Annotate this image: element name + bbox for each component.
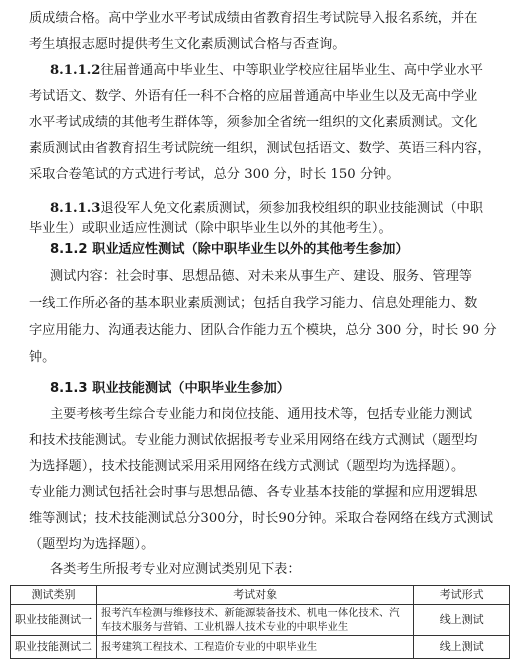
section-8-1-1-2-line: 8.1.1.2往届普通高中毕业生、中等职业学校应往届毕业生、高中学业水平 bbox=[50, 63, 483, 78]
table-header-cell: 考试形式 bbox=[414, 586, 510, 605]
section-8-1-3-line: 维等测试；技术技能测试总分300分，时长90分钟。采取合卷网络在线方式测试 bbox=[29, 511, 493, 526]
section-8-1-3-line: 和技术技能测试。专业能力测试依据报考专业采用网络在线方式测试（题型均 bbox=[29, 433, 478, 448]
section-8-1-1-2-line: 考试语文、数学、外语有任一科不合格的应届普通高中毕业生以及无高中学业 bbox=[29, 89, 478, 104]
section-8-1-3-line: 为选择题），技术技能测试采用采用网络在线方式测试（题型均为选择题）。 bbox=[29, 459, 465, 474]
section-number: 8.1.1.3 bbox=[50, 201, 101, 216]
section-8-1-1-2-line: 采取合卷笔试的方式进行考试，总分 300 分，时长 150 分钟。 bbox=[29, 167, 400, 182]
table-row bbox=[11, 605, 510, 636]
section-8-1-1-2-line: 素质测试由省教育招生考试院统一组织，测试包括语文、数学、英语三科内容， bbox=[29, 141, 491, 156]
table-cell: 职业技能测试二 bbox=[11, 636, 97, 659]
section-8-1-2-line: 一线工作所必备的基本职业素质测试；包括自我学习能力、信息处理能力、数 bbox=[29, 296, 478, 311]
section-8-1-1-3-line: 毕业生）或职业适应性测试（除中职毕业生以外的其他考生）。 bbox=[29, 221, 392, 236]
section-8-1-3-line: 专业能力测试包括社会时事与思想品德、各专业基本技能的掌握和应用逻辑思 bbox=[29, 485, 478, 500]
table-header-cell: 测试类别 bbox=[11, 586, 97, 605]
section-8-1-1-3-line: 8.1.1.3退役军人免文化素质测试，须参加我校组织的职业技能测试（中职 bbox=[50, 201, 483, 216]
section-8-1-3-line: 主要考核考生综合专业能力和岗位技能、通用技术等，包括专业能力测试 bbox=[50, 407, 472, 422]
table-header-row bbox=[11, 586, 510, 605]
table-header-cell: 考试对象 bbox=[97, 586, 414, 605]
para-continuation-line: 质成绩合格。高中学业水平考试成绩由省教育招生考试院导入报名系统，并在 bbox=[29, 11, 478, 26]
table-cell: 报考汽车检测与维修技术、新能源装备技术、机电一体化技术、汽车技术服务与营销、工业机器人技术专业的中职毕业生 bbox=[97, 605, 414, 636]
table-row bbox=[11, 636, 510, 659]
table-cell: 报考建筑工程技术、工程造价专业的中职毕业生 bbox=[97, 636, 414, 659]
section-8-1-3-heading: 8.1.3 职业技能测试（中职毕业生参加） bbox=[50, 381, 290, 396]
section-8-1-2-heading: 8.1.2 职业适应性测试（除中职毕业生以外的其他考生参加） bbox=[50, 242, 409, 257]
table-intro: 各类考生所报考专业对应测试类别见下表： bbox=[50, 562, 301, 577]
section-8-1-1-2-line: 水平考试成绩的其他考生群体等，须参加全省统一组织的文化素质测试。文化 bbox=[29, 115, 478, 130]
test-category-table bbox=[10, 585, 510, 659]
section-number: 8.1.1.2 bbox=[50, 63, 101, 78]
para-continuation-line: 考生填报志愿时提供考生文化素质测试合格与否查询。 bbox=[29, 37, 346, 52]
table-cell: 职业技能测试一 bbox=[11, 605, 97, 636]
table-cell: 线上测试 bbox=[414, 605, 510, 636]
table-cell: 线上测试 bbox=[414, 636, 510, 659]
section-8-1-2-line: 钟。 bbox=[29, 350, 56, 365]
section-8-1-2-line: 测试内容：社会时事、思想品德、对未来从事生产、建设、服务、管理等 bbox=[50, 269, 472, 284]
section-8-1-3-line: （题型均为选择题）。 bbox=[29, 537, 155, 552]
section-8-1-2-line: 字应用能力、沟通表达能力、团队合作能力五个模块，总分 300 分，时长 90 分 bbox=[29, 323, 497, 338]
